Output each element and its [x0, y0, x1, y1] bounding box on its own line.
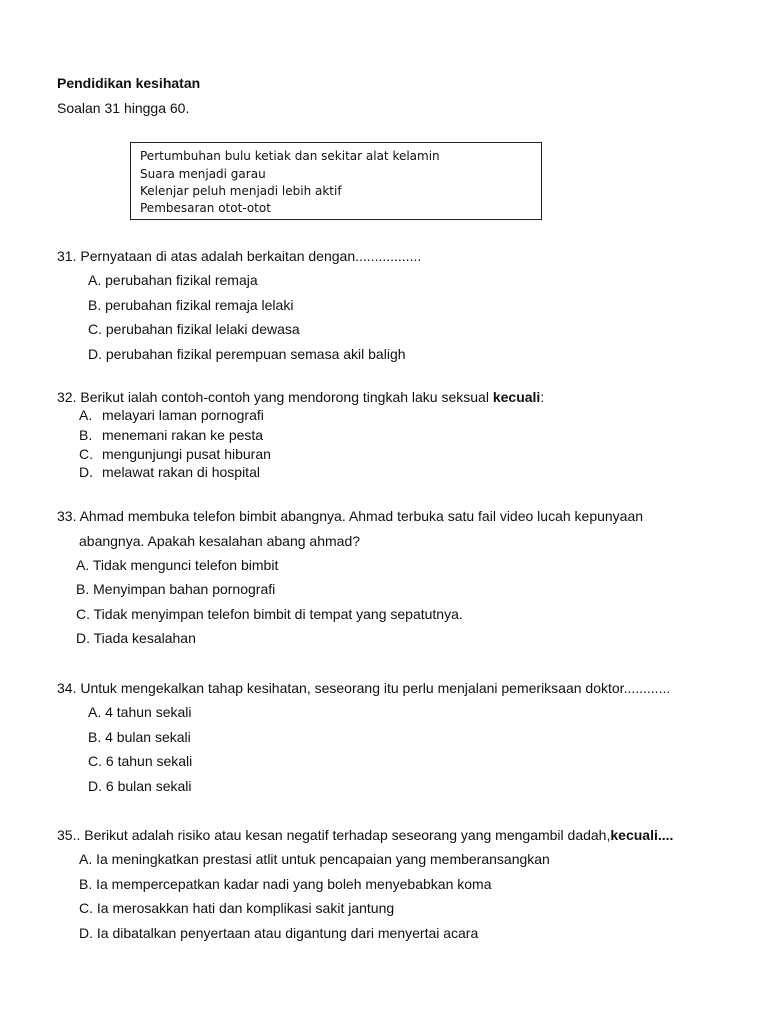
stimulus-box [130, 142, 542, 220]
question-34-option-b: B. 4 bulan sekali [88, 729, 191, 745]
question-31-stem: 31. Pernyataan di atas adalah berkaitan dengan................. [57, 248, 422, 264]
question-34-option-d: D. 6 bulan sekali [88, 778, 192, 794]
question-35-option-b: B. Ia mempercepatkan kadar nadi yang boleh menyebabkan koma [79, 876, 492, 892]
question-31-option-d: D. perubahan fizikal perempuan semasa akil baligh [88, 346, 406, 362]
question-33-option-a: A. Tidak mengunci telefon bimbit [76, 557, 279, 573]
page-subtitle: Soalan 31 hingga 60. [57, 100, 190, 116]
question-32-option-c: C. mengunjungi pusat hiburan [79, 446, 271, 462]
question-34-option-c: C. 6 tahun sekali [88, 753, 193, 769]
question-33-stem: 33. Ahmad membuka telefon bimbit abangnya. Ahmad terbuka satu fail video lucah kepunyaan [57, 508, 644, 524]
question-35-option-a: A. Ia meningkatkan prestasi atlit untuk pencapaian yang memberansangkan [79, 851, 550, 867]
question-32-option-b: B. menemani rakan ke pesta [79, 427, 264, 443]
question-35-option-c: C. Ia merosakkan hati dan komplikasi sakit jantung [79, 900, 395, 916]
question-34-option-a: A. 4 tahun sekali [88, 704, 192, 720]
stimulus-line: Pertumbuhan bulu ketiak dan sekitar alat kelamin [140, 149, 440, 163]
stimulus-line: Kelenjar peluh menjadi lebih aktif [140, 184, 342, 198]
question-35-option-d: D. Ia dibatalkan penyertaan atau digantung dari menyertai acara [79, 925, 479, 941]
question-34-stem: 34. Untuk mengekalkan tahap kesihatan, seseorang itu perlu menjalani pemeriksaan doktor............ [57, 680, 671, 696]
question-32-stem: 32. Berikut ialah contoh-contoh yang mendorong tingkah laku seksual kecuali: [57, 389, 545, 405]
question-32-option-d: D. melawat rakan di hospital [79, 464, 260, 480]
question-33-option-c: C. Tidak menyimpan telefon bimbit di tempat yang sepatutnya. [76, 606, 463, 622]
question-31-option-a: A. perubahan fizikal remaja [88, 272, 258, 288]
stimulus-line: Pembesaran otot-otot [140, 201, 271, 215]
question-31-option-b: B. perubahan fizikal remaja lelaki [88, 297, 294, 313]
question-35-stem: 35.. Berikut adalah risiko atau kesan negatif terhadap seseorang yang mengambil dadah,kecuali.... [57, 827, 674, 843]
question-33-stem-line-2: abangnya. Apakah kesalahan abang ahmad? [79, 533, 361, 549]
question-33-option-d: D. Tiada kesalahan [76, 630, 196, 646]
question-31-option-c: C. perubahan fizikal lelaki dewasa [88, 321, 300, 337]
question-32-option-a: A. melayari laman pornografi [79, 407, 264, 423]
question-33-option-b: B. Menyimpan bahan pornografi [76, 581, 276, 597]
stimulus-line: Suara menjadi garau [140, 167, 266, 181]
page-title: Pendidikan kesihatan [57, 75, 201, 91]
